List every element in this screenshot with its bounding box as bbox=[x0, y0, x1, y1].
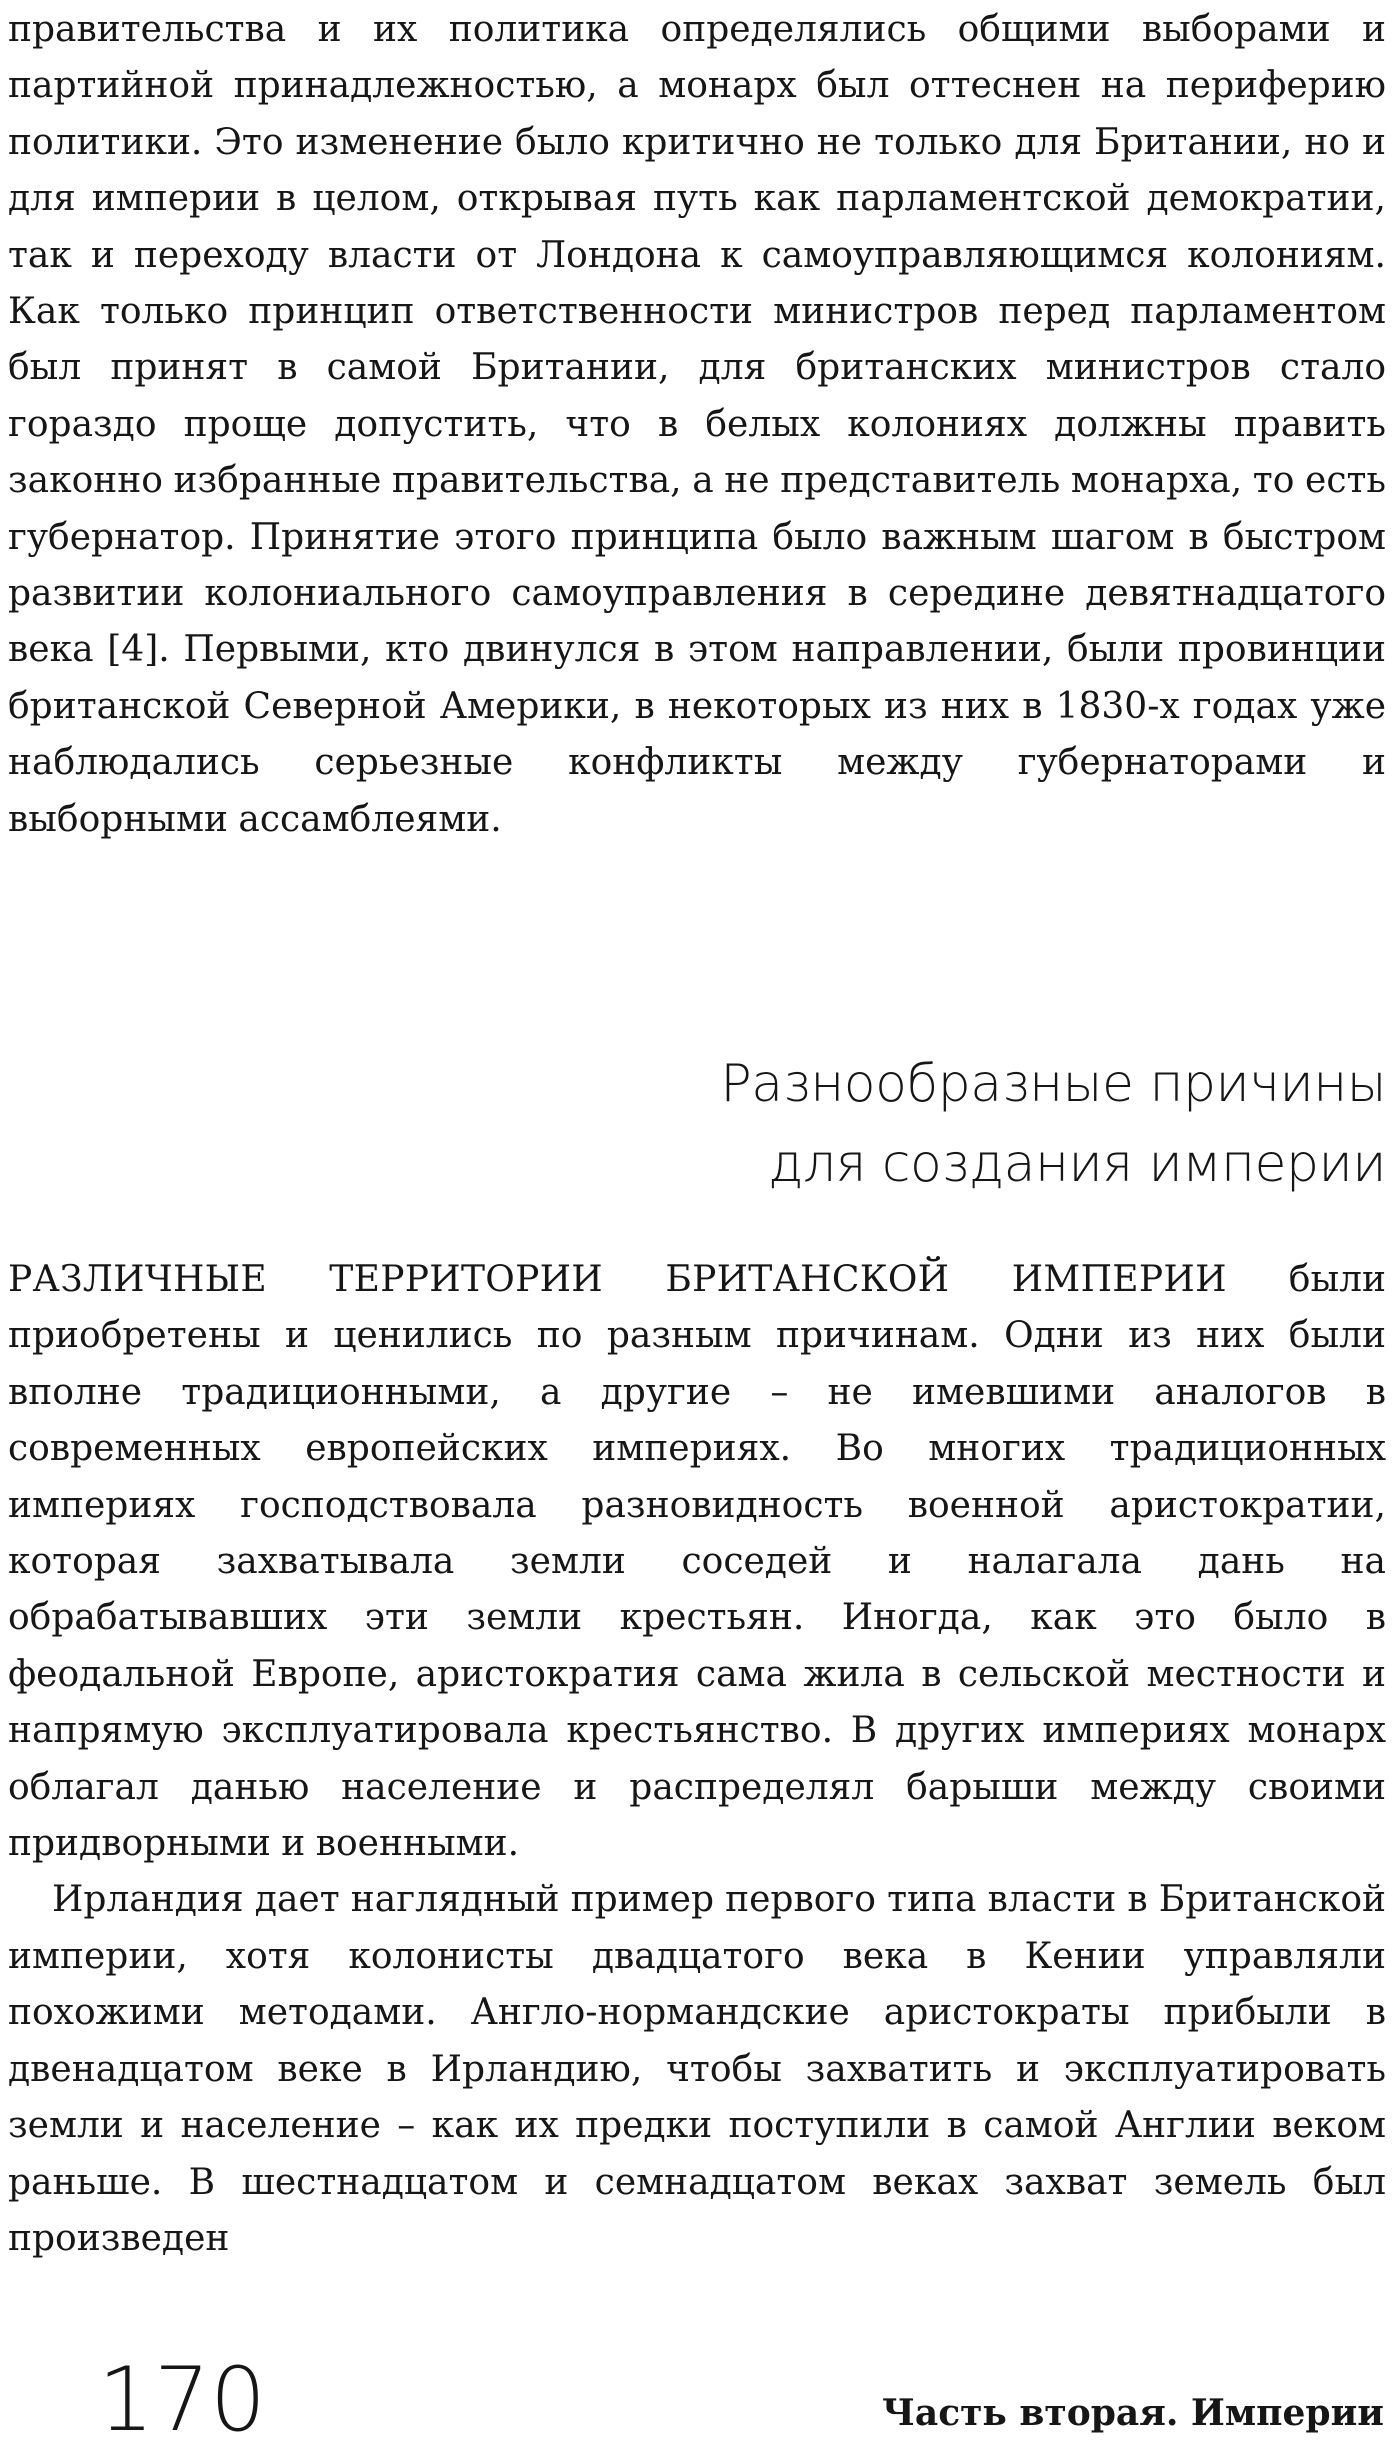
section-paragraph-1-text: были приобретены и ценились по разным причинам. Одни из них были вполне традиционными, а другие – не имевшими аналогов в современных европейских империях. Во многих традиционных империях господствовала разновидность военной аристократии, которая захватывала земли соседей и налагала дань на обрабатывавших эти земли крестьян. Иногда, как это было в феодальной Европе, аристократия сама жила в сельской местности и напрямую эксплуатировала крестьянство. В других империях монарх облагал данью население и распределял барыши между своими придворными и военными. bbox=[8, 1259, 1386, 1865]
section-paragraph-2: Ирландия дает наглядный пример первого типа власти в Британской империи, хотя колонисты двадцатого века в Кении управляли похожими методами. Англо-нормандские аристократы прибыли в двенадцатом веке в Ирландию, чтобы захватить и эксплуатировать земли и население – как их предки поступили в самой Англии веком раньше. В шестнадцатом и семнадцатом веках захват земель был произведен bbox=[8, 1879, 1386, 2259]
text-block-top bbox=[8, 2, 1386, 848]
book-page bbox=[8, 0, 1386, 2460]
section-heading bbox=[8, 1044, 1386, 1204]
lead-in-caps: РАЗЛИЧНЫЕ ТЕРРИТОРИИ БРИТАНСКОЙ ИМПЕРИИ bbox=[8, 1259, 1227, 1300]
page-number: 170 bbox=[98, 2348, 266, 2451]
paragraph-continued: правительства и их политика определялись общими выборами и партийной принадлежностью, а монарх был оттеснен на периферию политики. Это изменение было критично не только для Британии, но и для империи в целом, открывая путь как парламентской демократии, так и переходу власти от Лондона к самоуправляющимся колониям. Как только принцип ответственности министров перед парламентом был принят в самой Британии, для британских министров стало гораздо проще допустить, что в белых колониях должны править законно избранные правительства, а не представитель монарха, то есть губернатор. Принятие этого принципа было важным шагом в быстром развитии колониального самоуправления в середине девятнадцатого века [4]. Первыми, кто двинулся в этом направлении, были провинции британской Северной Америки, в некоторых из них в 1830-х годах уже наблюдались серьезные конфликты между губернаторами и выборными ассамблеями. bbox=[8, 9, 1386, 840]
section-heading-line-1: Разнообразные причины bbox=[720, 1054, 1386, 1114]
section-paragraph-1 bbox=[8, 1252, 1386, 1872]
section-heading-line-2: для создания империи bbox=[768, 1134, 1386, 1194]
running-footer-title: Часть вторая. Империи bbox=[882, 2392, 1384, 2434]
text-block-section bbox=[8, 1252, 1386, 2267]
